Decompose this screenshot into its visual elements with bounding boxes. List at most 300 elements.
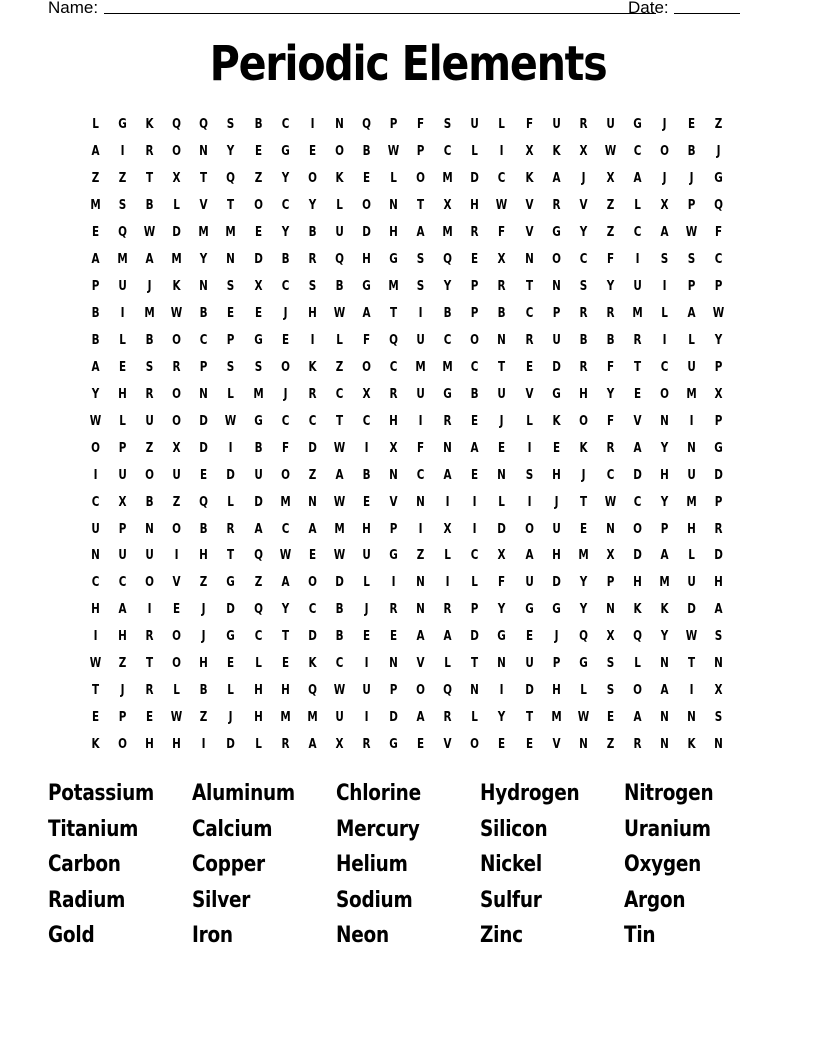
grid-letter: L (363, 575, 370, 591)
grid-letter: O (91, 440, 100, 456)
grid-letter: A (308, 521, 317, 537)
grid-row (82, 354, 736, 381)
grid-letter: M (442, 171, 453, 187)
name-blank (104, 13, 656, 14)
word-list-item: Silicon (480, 816, 548, 842)
grid-letter: X (254, 279, 263, 295)
grid-letter: O (362, 198, 371, 214)
grid-letter: K (91, 737, 100, 753)
grid-letter: E (471, 252, 479, 268)
grid-letter: D (307, 440, 317, 456)
grid-letter: E (91, 225, 100, 241)
grid-letter: L (525, 413, 533, 429)
grid-letter: O (145, 575, 155, 591)
grid-letter: C (281, 198, 290, 214)
grid-letter: Z (118, 656, 127, 672)
grid-letter: E (688, 117, 696, 133)
grid-letter: L (119, 332, 126, 348)
grid-letter: C (443, 144, 452, 160)
grid-letter: Q (362, 117, 371, 133)
grid-letter: B (308, 225, 317, 241)
grid-letter: Z (145, 440, 154, 456)
grid-letter: Z (714, 117, 723, 133)
grid-row (82, 166, 736, 193)
grid-letter: C (633, 494, 642, 510)
grid-letter: O (172, 386, 182, 402)
grid-letter: C (254, 629, 262, 645)
grid-letter: E (525, 629, 533, 645)
grid-letter: B (335, 602, 344, 618)
grid-letter: P (389, 521, 398, 537)
grid-letter: E (281, 656, 289, 672)
grid-letter: S (714, 629, 723, 645)
grid-letter: R (633, 737, 642, 753)
grid-letter: H (660, 467, 669, 483)
grid-letter: Z (606, 737, 615, 753)
grid-letter: I (500, 683, 504, 699)
grid-letter: F (417, 440, 425, 456)
grid-letter: X (497, 252, 506, 268)
grid-row (82, 651, 736, 678)
grid-letter: A (687, 306, 696, 322)
grid-letter: N (605, 602, 615, 618)
grid-letter: A (470, 440, 479, 456)
grid-letter: O (172, 629, 182, 645)
grid-letter: U (687, 575, 696, 591)
grid-letter: D (497, 521, 507, 537)
grid-letter: X (660, 198, 669, 214)
grid-letter: O (172, 144, 182, 160)
grid-letter: M (659, 575, 670, 591)
grid-letter: M (388, 279, 399, 295)
grid-letter: W (577, 710, 589, 726)
grid-letter: G (633, 117, 642, 133)
grid-letter: L (688, 332, 695, 348)
grid-letter: X (118, 494, 127, 510)
grid-letter: X (497, 548, 506, 564)
grid-letter: K (579, 440, 588, 456)
grid-letter: A (254, 521, 263, 537)
grid-letter: A (335, 467, 344, 483)
grid-letter: L (579, 683, 587, 699)
grid-letter: T (417, 198, 425, 214)
grid-letter: P (389, 117, 398, 133)
grid-letter: W (333, 548, 346, 564)
grid-letter: T (579, 494, 587, 510)
grid-letter: W (604, 144, 617, 160)
grid-letter: X (443, 521, 452, 537)
grid-letter: P (118, 440, 127, 456)
grid-row (82, 705, 736, 732)
grid-letter: X (389, 440, 398, 456)
grid-letter: R (579, 306, 588, 322)
grid-letter: I (229, 440, 233, 456)
grid-letter: L (471, 575, 479, 591)
grid-letter: I (310, 332, 315, 348)
grid-letter: G (362, 279, 371, 295)
grid-letter: C (471, 359, 479, 375)
grid-letter: Y (227, 144, 235, 160)
grid-letter: C (660, 359, 669, 375)
grid-letter: N (714, 656, 724, 672)
grid-letter: I (364, 710, 369, 726)
grid-letter: Q (632, 629, 642, 645)
grid-letter: L (227, 683, 235, 699)
grid-letter: B (91, 332, 100, 348)
grid-letter: P (227, 332, 235, 348)
grid-letter: G (551, 386, 561, 402)
grid-letter: I (147, 602, 152, 618)
grid-letter: U (633, 279, 642, 295)
grid-letter: R (497, 279, 506, 295)
grid-letter: A (416, 225, 425, 241)
grid-letter: U (416, 332, 425, 348)
grid-letter: U (551, 521, 561, 537)
grid-letter: L (634, 656, 641, 672)
grid-letter: E (525, 359, 533, 375)
grid-letter: K (172, 279, 181, 295)
grid-letter: D (470, 629, 480, 645)
grid-letter: L (254, 737, 262, 753)
grid-letter: T (91, 683, 100, 699)
grid-letter: R (281, 737, 290, 753)
grid-letter: R (470, 225, 479, 241)
grid-letter: I (391, 575, 396, 591)
grid-letter: C (308, 602, 317, 618)
grid-letter: Y (660, 440, 669, 456)
grid-letter: D (389, 710, 398, 726)
grid-letter: J (283, 386, 288, 402)
grid-letter: U (524, 656, 534, 672)
grid-letter: C (200, 332, 208, 348)
grid-letter: X (362, 386, 371, 402)
grid-letter: L (498, 494, 506, 510)
grid-letter: Z (606, 225, 615, 241)
grid-letter: M (632, 306, 643, 322)
grid-letter: O (416, 171, 426, 187)
word-list-item: Radium (48, 887, 126, 913)
grid-letter: E (254, 225, 262, 241)
grid-letter: D (551, 575, 561, 591)
grid-letter: S (714, 710, 723, 726)
grid-letter: A (660, 683, 669, 699)
grid-letter: E (362, 171, 371, 187)
grid-letter: H (362, 252, 371, 268)
grid-letter: Y (281, 225, 289, 241)
grid-letter: M (442, 359, 453, 375)
grid-letter: U (470, 117, 480, 133)
grid-letter: R (552, 198, 561, 214)
header-row (48, 0, 740, 19)
grid-letter: S (145, 359, 154, 375)
grid-letter: Y (606, 386, 615, 402)
grid-letter: G (226, 629, 236, 645)
word-list-item: Mercury (336, 816, 420, 842)
grid-letter: G (118, 117, 127, 133)
grid-letter: K (525, 171, 534, 187)
grid-letter: N (578, 737, 588, 753)
grid-letter: U (362, 548, 371, 564)
grid-letter: M (252, 386, 264, 402)
grid-letter: R (145, 386, 154, 402)
grid-letter: Z (173, 494, 181, 510)
grid-letter: C (281, 413, 290, 429)
grid-letter: I (445, 494, 450, 510)
grid-letter: C (416, 467, 425, 483)
grid-letter: P (389, 683, 398, 699)
grid-letter: L (336, 198, 343, 214)
grid-letter: J (716, 144, 721, 160)
grid-letter: G (551, 602, 561, 618)
grid-letter: W (712, 306, 725, 322)
grid-letter: A (443, 467, 452, 483)
grid-letter: S (416, 252, 425, 268)
grid-letter: Z (254, 575, 262, 591)
grid-letter: K (552, 413, 561, 429)
grid-letter: A (633, 171, 642, 187)
word-list-item: Titanium (48, 816, 139, 842)
grid-letter: G (524, 602, 534, 618)
grid-letter: E (471, 467, 479, 483)
grid-letter: I (527, 494, 531, 510)
grid-letter: O (660, 386, 669, 402)
grid-letter: M (225, 225, 237, 241)
grid-letter: U (416, 386, 425, 402)
grid-letter: P (552, 656, 560, 672)
grid-letter: N (443, 440, 453, 456)
grid-letter: N (497, 332, 507, 348)
grid-letter: H (199, 656, 209, 672)
grid-row (82, 462, 736, 489)
grid-letter: S (308, 279, 317, 295)
grid-letter: Q (714, 198, 724, 214)
grid-letter: I (635, 252, 640, 268)
grid-letter: E (254, 144, 262, 160)
grid-letter: B (145, 198, 154, 214)
grid-letter: T (227, 548, 235, 564)
grid-row (82, 139, 736, 166)
grid-letter: B (606, 332, 615, 348)
grid-letter: T (525, 710, 533, 726)
grid-letter: B (443, 306, 452, 322)
grid-letter: D (551, 359, 561, 375)
grid-letter: J (662, 171, 667, 187)
grid-letter: Z (308, 467, 317, 483)
grid-letter: J (201, 602, 206, 618)
grid-letter: P (118, 521, 127, 537)
grid-row (82, 193, 736, 220)
grid-letter: F (498, 225, 506, 241)
grid-letter: E (471, 413, 479, 429)
grid-letter: A (660, 548, 669, 564)
grid-letter: X (172, 440, 181, 456)
grid-letter: O (118, 737, 128, 753)
grid-letter: G (714, 171, 723, 187)
grid-letter: F (362, 332, 371, 348)
grid-letter: C (633, 144, 642, 160)
grid-letter: S (606, 656, 615, 672)
word-list-item: Potassium (48, 781, 155, 806)
grid-letter: R (227, 521, 236, 537)
grid-letter: S (416, 279, 425, 295)
grid-letter: J (364, 602, 369, 618)
grid-letter: R (714, 521, 723, 537)
grid-letter: A (443, 629, 452, 645)
grid-letter: E (362, 494, 371, 510)
grid-letter: T (390, 306, 398, 322)
grid-letter: P (552, 306, 560, 322)
grid-letter: U (253, 467, 263, 483)
grid-letter: Y (606, 279, 615, 295)
grid-letter: O (362, 359, 371, 375)
grid-letter: W (496, 198, 508, 214)
grid-letter: M (171, 252, 183, 268)
grid-letter: M (280, 710, 291, 726)
word-list-item: Argon (624, 887, 686, 913)
grid-letter: F (525, 117, 533, 133)
grid-letter: N (226, 252, 236, 268)
grid-letter: N (687, 710, 696, 726)
grid-row (82, 435, 736, 462)
grid-letter: Y (579, 225, 587, 241)
grid-letter: X (606, 548, 615, 564)
grid-letter: U (145, 548, 154, 564)
grid-letter: U (687, 467, 696, 483)
grid-letter: J (554, 494, 559, 510)
grid-letter: W (685, 629, 698, 645)
grid-letter: U (551, 332, 561, 348)
grid-letter: B (497, 306, 506, 322)
grid-letter: O (524, 521, 534, 537)
grid-letter: Z (200, 710, 208, 726)
grid-letter: O (172, 656, 182, 672)
grid-letter: T (146, 656, 154, 672)
grid-row (82, 301, 736, 328)
grid-letter: R (633, 332, 642, 348)
grid-letter: X (606, 171, 615, 187)
grid-letter: U (172, 467, 182, 483)
grid-letter: A (281, 575, 290, 591)
grid-row (82, 570, 736, 597)
grid-letter: O (172, 521, 182, 537)
grid-letter: C (471, 548, 479, 564)
grid-letter: O (578, 413, 588, 429)
grid-letter: R (145, 683, 154, 699)
word-list-item: Neon (336, 923, 389, 949)
grid-letter: Q (226, 171, 236, 187)
grid-letter: D (253, 252, 263, 268)
grid-letter: G (578, 656, 588, 672)
grid-letter: H (389, 225, 398, 241)
grid-letter: E (525, 737, 533, 753)
grid-letter: E (498, 737, 506, 753)
grid-letter: V (525, 386, 534, 402)
grid-letter: W (143, 225, 156, 241)
grid-letter: N (605, 521, 615, 537)
grid-row (82, 247, 736, 274)
grid-letter: Z (416, 548, 425, 564)
word-list-item: Zinc (480, 923, 523, 949)
grid-letter: U (687, 359, 696, 375)
grid-letter: V (172, 575, 181, 591)
grid-letter: V (552, 737, 561, 753)
grid-letter: I (689, 683, 694, 699)
grid-letter: A (633, 710, 642, 726)
grid-letter: N (497, 467, 507, 483)
grid-letter: N (660, 413, 669, 429)
grid-letter: Y (579, 575, 587, 591)
grid-letter: C (281, 117, 290, 133)
grid-letter: A (91, 252, 100, 268)
grid-letter: K (552, 144, 561, 160)
grid-letter: L (688, 548, 695, 564)
grid-letter: G (389, 737, 398, 753)
grid-letter: I (527, 440, 531, 456)
grid-letter: V (199, 198, 208, 214)
grid-letter: C (443, 332, 452, 348)
grid-letter: Z (254, 171, 262, 187)
grid-letter: R (308, 386, 317, 402)
grid-letter: M (198, 225, 210, 241)
grid-letter: R (443, 602, 452, 618)
grid-letter: L (254, 656, 262, 672)
grid-letter: L (227, 386, 235, 402)
grid-letter: N (335, 117, 344, 133)
grid-letter: N (389, 656, 398, 672)
grid-letter: B (281, 252, 290, 268)
grid-letter: M (334, 521, 345, 537)
grid-letter: L (173, 198, 181, 214)
grid-letter: Z (91, 171, 100, 187)
grid-row (82, 543, 736, 570)
grid-letter: N (416, 575, 426, 591)
grid-letter: K (660, 602, 669, 618)
grid-letter: T (335, 413, 343, 429)
grid-letter: C (335, 656, 344, 672)
grid-letter: S (118, 198, 127, 214)
grid-letter: O (551, 252, 561, 268)
grid-letter: I (418, 521, 423, 537)
grid-letter: D (199, 440, 209, 456)
grid-letter: O (416, 683, 426, 699)
grid-letter: N (551, 279, 561, 295)
grid-letter: Q (578, 629, 588, 645)
grid-letter: W (333, 440, 346, 456)
date-label: Date: (628, 0, 669, 17)
grid-letter: D (226, 602, 236, 618)
grid-letter: B (335, 279, 344, 295)
grid-letter: R (145, 629, 154, 645)
grid-letter: O (307, 575, 317, 591)
grid-letter: O (660, 144, 669, 160)
grid-letter: N (199, 386, 209, 402)
grid-letter: H (253, 683, 263, 699)
grid-letter: A (362, 306, 371, 322)
grid-letter: C (281, 521, 290, 537)
grid-letter: I (120, 144, 125, 160)
grid-letter: Q (199, 117, 209, 133)
grid-letter: D (714, 548, 724, 564)
grid-letter: A (660, 225, 669, 241)
grid-letter: H (578, 386, 588, 402)
grid-letter: H (253, 710, 263, 726)
grid-letter: T (227, 198, 235, 214)
grid-letter: V (416, 656, 425, 672)
grid-letter: H (118, 629, 127, 645)
grid-letter: Y (200, 252, 208, 268)
grid-letter: L (173, 683, 181, 699)
grid-letter: U (118, 548, 127, 564)
